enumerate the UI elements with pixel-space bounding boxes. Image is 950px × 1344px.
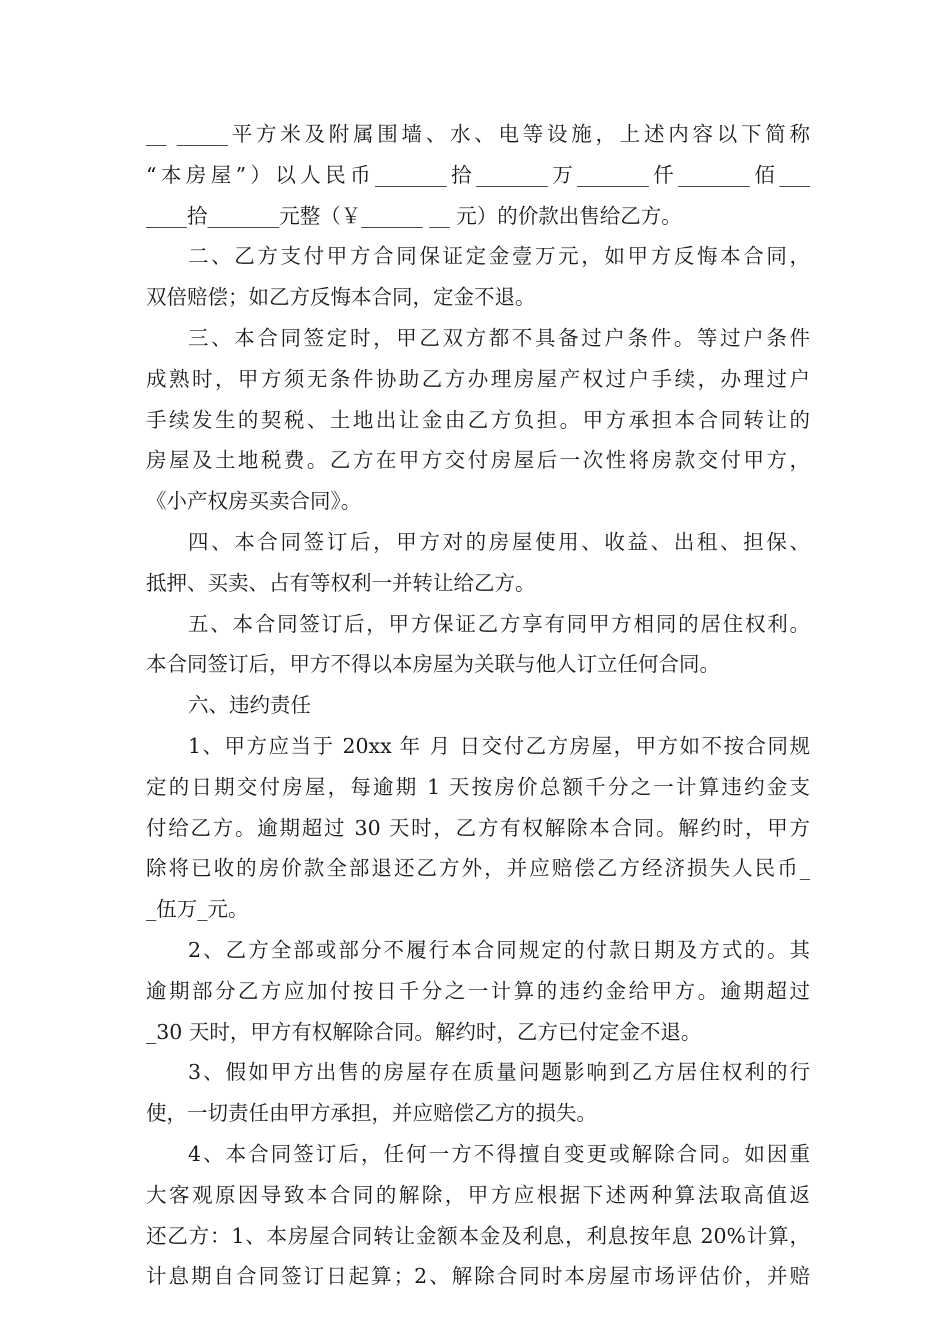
text-line: 抵押、买卖、占有等权利一并转让给乙方。 (146, 570, 536, 595)
contract-body (146, 114, 810, 1297)
text-line: 除将已收的房价款全部退还乙方外，并应赔偿乙方经济损失人民币_ (146, 856, 810, 881)
section-heading: 六、违约责任 (188, 693, 311, 718)
text-line: 计息期自合同签订日起算；2、解除合同时本房屋市场评估价，并赔 (146, 1264, 810, 1289)
text-line: “本房屋”）以人民币_______拾_______万_______仟_______佰___ (146, 162, 810, 187)
text-line: __ _____平方米及附属围墙、水、电等设施，上述内容以下简称 (146, 122, 810, 146)
text-line: 四、本合同签订后，甲方对的房屋使用、收益、出租、担保、 (188, 529, 810, 554)
text-line: 使，一切责任由甲方承担，并应赔偿乙方的损失。 (146, 1101, 597, 1126)
text-line: 3、假如甲方出售的房屋存在质量问题影响到乙方居住权利的行 (188, 1060, 810, 1085)
text-line: 4、本合同签订后，任何一方不得擅自变更或解除合同。如因重 (188, 1141, 810, 1166)
text-line: 定的日期交付房屋，每逾期 1 天按房价总额千分之一计算违约金支 (146, 774, 810, 799)
text-line: ____拾_______元整（￥______ __ 元）的价款出售给乙方。 (146, 203, 682, 228)
text-line: 付给乙方。逾期超过 30 天时，乙方有权解除本合同。解约时，甲方 (146, 815, 810, 840)
text-line: 成熟时，甲方须无条件协助乙方办理房屋产权过户手续，办理过户 (146, 366, 810, 391)
text-line: 双倍赔偿；如乙方反悔本合同，定金不退。 (146, 285, 536, 310)
text-line: 《小产权房买卖合同》。 (146, 489, 362, 514)
text-line: 三、本合同签定时，甲乙双方都不具备过户条件。等过户条件 (188, 325, 810, 350)
text-line: 二、乙方支付甲方合同保证定金壹万元，如甲方反悔本合同， (188, 244, 810, 269)
text-line: 2、乙方全部或部分不履行本合同规定的付款日期及方式的。其 (188, 937, 810, 962)
text-line: 手续发生的契税、土地出让金由乙方负担。甲方承担本合同转让的 (146, 407, 810, 432)
text-line: 本合同签订后，甲方不得以本房屋为关联与他人订立任何合同。 (146, 652, 720, 677)
text-line: 大客观原因导致本合同的解除，甲方应根据下述两种算法取高值返 (146, 1182, 810, 1207)
text-line: _30 天时，甲方有权解除合同。解约时，乙方已付定金不退。 (146, 1019, 702, 1044)
text-line: 逾期部分乙方应加付按日千分之一计算的违约金给甲方。逾期超过 (146, 978, 810, 1003)
text-line: 1、甲方应当于 20xx 年 月 日交付乙方房屋，甲方如不按合同规 (188, 733, 810, 758)
text-line: 房屋及土地税费。乙方在甲方交付房屋后一次性将房款交付甲方， (146, 448, 810, 473)
text-line: 还乙方：1、本房屋合同转让金额本金及利息，利息按年息 20%计算， (146, 1223, 810, 1248)
text-line: 五、本合同签订后，甲方保证乙方享有同甲方相同的居住权利。 (188, 611, 810, 636)
text-line: _伍万_元。 (146, 897, 249, 922)
